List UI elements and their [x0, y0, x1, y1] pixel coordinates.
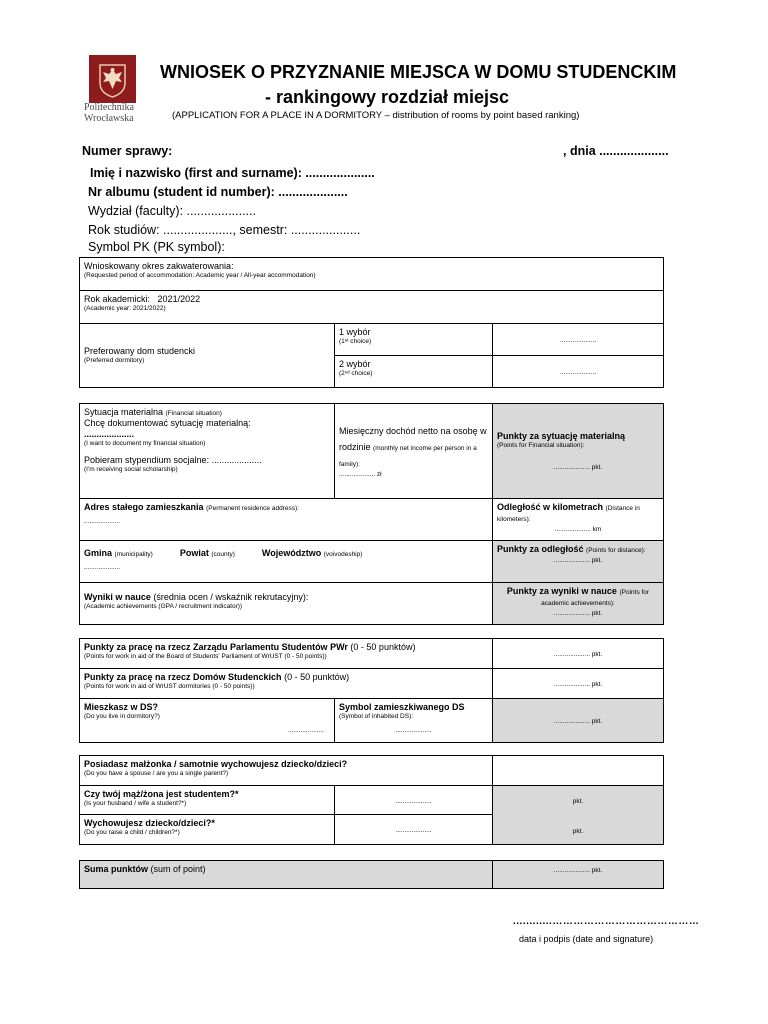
financial-label: Sytuacja materialna: [84, 407, 164, 417]
choice-2-dots: ....................: [559, 369, 597, 376]
sum-value-cell[interactable]: [493, 861, 664, 889]
distance-label: Odległość w kilometrach: [497, 502, 604, 512]
sum-sub: (sum of point): [150, 864, 206, 874]
parliament-work-label: Punkty za pracę na rzecz Zarządu Parlamentu Studentów PWr: [84, 642, 348, 652]
income-label: Miesięczny dochód netto na osobę w rodzinie: [339, 426, 487, 452]
financial-points-label: Punkty za sytuację materialną: [497, 430, 626, 441]
dorm-symbol-label: Symbol zamieszkiwanego DS: [339, 702, 465, 712]
location-dots[interactable]: ....................: [84, 564, 121, 571]
sum-value: .................... pkt.: [553, 867, 603, 874]
parliament-points-value: .................... pkt.: [553, 651, 603, 658]
preferred-dorm-label: Preferowany dom studencki: [84, 346, 196, 356]
sum-table: [79, 860, 664, 889]
form-title-sub: - rankingowy rozdział miejsc: [265, 87, 510, 107]
voivodeship-label: Województwo: [261, 548, 322, 558]
parliament-work-range: (0 - 50 punktów): [350, 642, 416, 652]
eagle-crest-icon: [89, 55, 136, 103]
gmina-sub: (municipality): [114, 551, 153, 558]
period-cell: [80, 258, 664, 291]
child-points[interactable]: pkt.: [572, 828, 584, 835]
choice-1-cell: [335, 324, 493, 356]
academic-year-value: 2021/2022: [157, 294, 201, 304]
live-in-dorm-cell: [80, 699, 335, 743]
spouse-answer-cell[interactable]: [493, 756, 664, 786]
distance-cell: [493, 499, 664, 541]
live-in-dorm-sub: (Do you live in dormitory?): [84, 713, 160, 720]
sum-label: Suma punktów: [84, 864, 149, 874]
spouse-sub: (Do you have a spouse / are you a single parent?): [84, 770, 229, 777]
financial-situation-cell: [80, 404, 335, 499]
dorm-work-label: Punkty za pracę na rzecz Domów Studenckich: [84, 672, 282, 682]
financial-document-dots[interactable]: ....................: [84, 429, 135, 439]
academic-results-label: Wyniki w nauce: [84, 592, 151, 602]
dorm-points-input[interactable]: [493, 699, 664, 743]
choice-2-input[interactable]: [493, 356, 664, 388]
spouse-student-label: Czy twój mąż/żona jest studentem?*: [84, 789, 239, 799]
income-value[interactable]: .................... zł: [339, 471, 382, 478]
choice-1-input[interactable]: [493, 324, 664, 356]
period-sub: (Requested period of accommodation: Academic year / All-year accommodation): [84, 272, 316, 279]
choice-1-dots: ....................: [559, 337, 597, 344]
live-in-dorm-dots[interactable]: ....................: [287, 727, 324, 734]
powiat-sub: (county): [211, 551, 235, 558]
financial-points-cell: [493, 404, 664, 499]
spouse-label: Posiadasz małżonka / samotnie wychowujesz dziecko/dzieci?: [84, 759, 348, 769]
parliament-work-sub: (Points for work in aid of the Board of Students' Parliament of WrUST (0 - 50 points)): [84, 653, 327, 660]
university-logo: [89, 55, 136, 103]
academic-results-sub: (Academic achievements (GPA / recruitment indicator)): [84, 603, 243, 610]
academic-points-value[interactable]: .................... pkt.: [553, 610, 603, 617]
family-table: [79, 755, 664, 845]
academic-points-sub: (Points for academic achievements):: [541, 589, 650, 607]
academic-results-label-2: (średnia ocen / wskaźnik rekrutacyjny):: [153, 592, 309, 602]
spouse-student-dots: ....................: [395, 797, 432, 805]
signature-line[interactable]: ............……………………………………: [513, 916, 700, 927]
financial-document-label: Chcę dokumentować sytuację materialną:: [84, 418, 251, 428]
preferred-dorm-sub: (Preferred dormitory): [84, 357, 145, 364]
child-sub: (Do you raise a child / children?*): [84, 829, 180, 836]
distance-points-label: Punkty za odległość: [497, 544, 584, 554]
dorm-work-points-value: .................... pkt.: [553, 681, 603, 688]
financial-label-sub: (Financial situation): [165, 410, 222, 417]
signature-label: data i podpis (date and signature): [519, 934, 654, 944]
child-dots: ....................: [395, 827, 432, 834]
choice-1-sub: (1ˢᵗ choice): [339, 338, 372, 345]
distance-points-sub: (Points for distance):: [586, 547, 646, 554]
academic-year-cell: [80, 291, 664, 324]
distance-points-cell: [493, 541, 664, 583]
dorm-points-value: .................... pkt.: [553, 718, 603, 725]
dorm-work-cell: [80, 669, 493, 699]
form-subtitle: (APPLICATION FOR A PLACE IN A DORMITORY – distribution of rooms by point based ranking): [172, 110, 580, 121]
preferred-dorm-cell: [80, 324, 335, 388]
scholarship-label[interactable]: Pobieram stypendium socjalne: ....................: [84, 455, 262, 465]
income-sub: (monthly net income per person in a family):: [339, 445, 477, 468]
powiat-label: Powiat: [179, 548, 209, 558]
logo-line-1: Politechnika: [84, 102, 134, 113]
dorm-symbol-dots[interactable]: ....................: [395, 727, 432, 734]
logo-line-2: Wrocławska: [84, 113, 134, 124]
location-cell: [80, 541, 493, 583]
pk-symbol-field: Symbol PK (PK symbol):: [88, 240, 225, 254]
dorm-symbol-cell: [335, 699, 493, 743]
activity-table: [79, 638, 664, 743]
financial-points-value[interactable]: .................... pkt.: [553, 463, 603, 471]
study-year-field: Rok studiów: ...................., semestr: ....................: [88, 223, 361, 237]
dorm-work-points-input[interactable]: [493, 669, 664, 699]
sum-label-cell: [80, 861, 493, 889]
faculty-field: Wydział (faculty): ....................: [88, 204, 256, 218]
parliament-work-cell: [80, 639, 493, 669]
academic-year-sub: (Academic year: 2021/2022): [84, 305, 166, 312]
academic-year-label: Rok akademicki:: [84, 294, 151, 304]
spouse-student-sub: (Is your husband / wife a student?*): [84, 800, 187, 807]
dorm-symbol-sub: (Symbol of inhabited DS):: [339, 713, 414, 720]
album-field: Nr albumu (student id number): ....................: [88, 185, 348, 199]
spouse-student-input[interactable]: [335, 786, 493, 815]
gmina-label: Gmina: [84, 548, 113, 558]
name-field: Imię i nazwisko (first and surname): ....................: [90, 166, 375, 180]
spouse-student-points[interactable]: pkt.: [572, 798, 584, 805]
university-name: [84, 102, 134, 124]
case-number-field: Numer sprawy:: [82, 144, 173, 158]
scholarship-sub: (I'm receiving social scholarship): [84, 466, 178, 473]
child-input[interactable]: [335, 815, 493, 845]
live-in-dorm-label: Mieszkasz w DS?: [84, 702, 159, 712]
address-sub: (Permanent residence address):: [206, 505, 299, 512]
choice-2-label: 2 wybór: [339, 359, 371, 369]
academic-results-cell: [80, 583, 493, 625]
choice-2-sub: (2ⁿᵈ choice): [339, 370, 373, 377]
dorm-work-range: (0 - 50 punktów): [284, 672, 350, 682]
period-label: Wnioskowany okres zakwaterowania:: [84, 261, 234, 271]
distance-sub: (Distance in kilometers):: [497, 505, 640, 523]
voivodeship-sub: (voivodeship): [323, 551, 363, 558]
address-label: Adres stałego zamieszkania: [84, 502, 204, 512]
distance-points-value[interactable]: .................... pkt.: [553, 557, 603, 564]
choice-2-cell: [335, 356, 493, 388]
address-dots[interactable]: ....................: [84, 518, 121, 525]
child-label: Wychowujesz dziecko/dzieci?*: [84, 818, 215, 828]
academic-points-label: Punkty za wyniki w nauce: [506, 586, 617, 596]
financial-table: [79, 403, 664, 625]
parliament-points-input[interactable]: [493, 639, 664, 669]
child-cell: [80, 815, 335, 845]
income-cell: [335, 404, 493, 499]
family-points-cell: [493, 786, 664, 845]
address-cell: [80, 499, 493, 541]
form-title: WNIOSEK O PRZYZNANIE MIEJSCA W DOMU STUDENCKIM: [160, 62, 677, 82]
choice-1-label: 1 wybór: [339, 327, 371, 337]
spouse-student-cell: [80, 786, 335, 815]
spouse-cell: [80, 756, 493, 786]
distance-value[interactable]: .................... km: [554, 526, 602, 533]
financial-document-sub: (I want to document my financial situation): [84, 440, 206, 447]
date-field: , dnia ....................: [563, 144, 669, 158]
dorm-work-sub: (Points for work in aid of WrUST dormitories (0 - 50 points)): [84, 683, 255, 690]
accommodation-table: [79, 257, 664, 388]
financial-points-sub: (Points for Financial situation):: [497, 441, 585, 449]
academic-points-cell: [493, 583, 664, 625]
